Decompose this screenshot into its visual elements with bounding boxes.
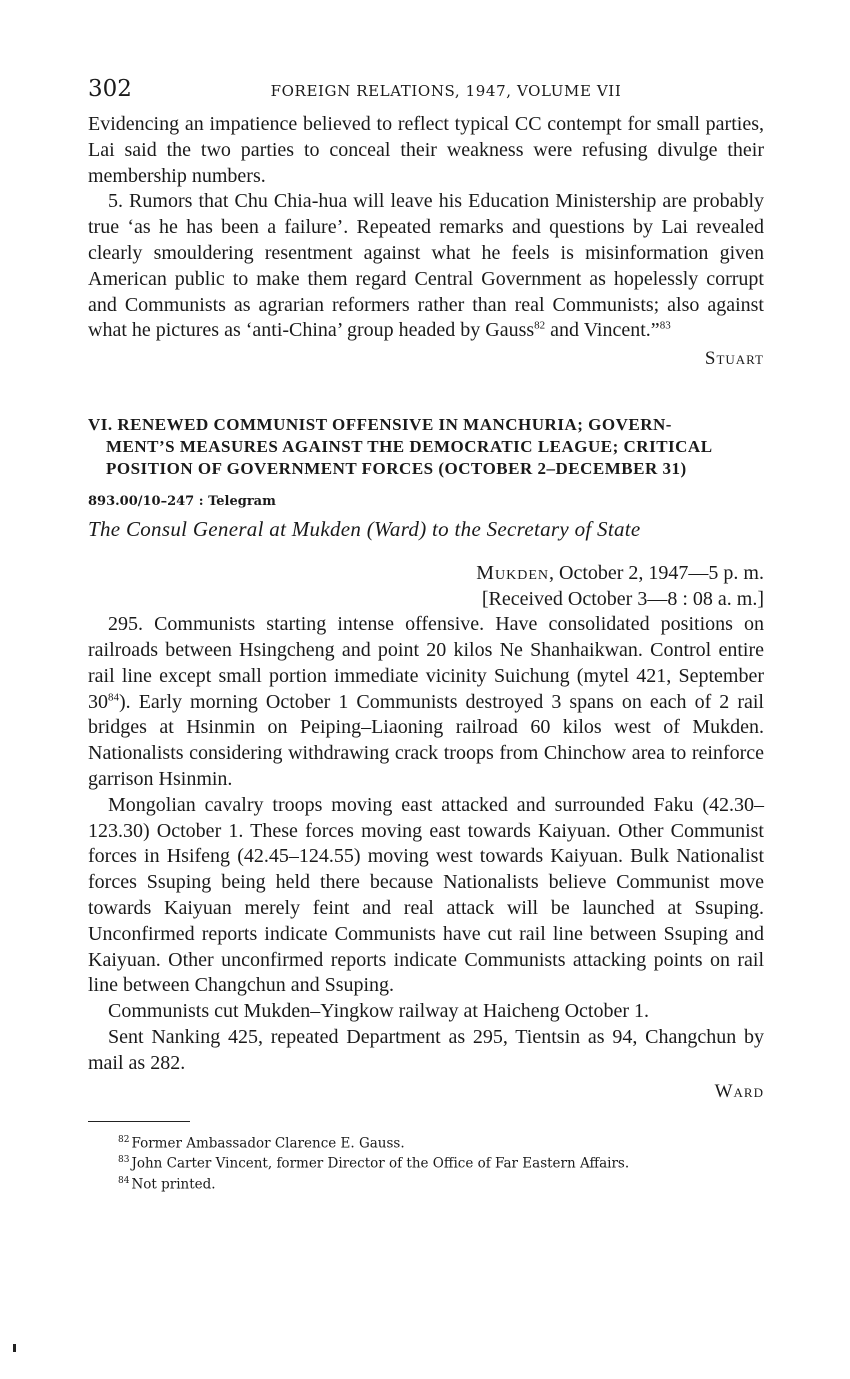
footnote-82: [88, 1132, 764, 1153]
footnote-ref-84[interactable]: 84: [108, 690, 119, 703]
footnotes: [88, 1132, 764, 1194]
running-head: FOREIGN RELATIONS, 1947, VOLUME VII: [270, 82, 622, 100]
scan-mark: [13, 1344, 16, 1352]
section-heading-line-3: POSITION OF GOVERNMENT FORCES (OCTOBER 2–DECEMBER 31): [106, 459, 687, 479]
dateline: [88, 560, 764, 612]
footnote-divider: [88, 1121, 190, 1122]
dateline-received: [Received October 3—8 : 08 a. m.]: [481, 588, 764, 611]
page: [88, 72, 764, 1193]
footnote-83: [88, 1152, 764, 1173]
footnote-ref-82[interactable]: 82: [534, 319, 546, 332]
paragraph-sent: Sent Nanking 425, repeated Department as 295, Tientsin as 94, Changchun by mail as 282.: [88, 1025, 764, 1074]
footnote-mark: 83: [118, 1155, 130, 1166]
page-number: 302: [88, 76, 132, 102]
section-heading: [88, 414, 764, 480]
footnote-text: John Carter Vincent, former Director of the Office of Far Eastern Affairs.: [131, 1155, 630, 1172]
dateline-sent: [88, 560, 764, 586]
signature-ward: Ward: [714, 1080, 764, 1102]
paragraph-295-text: 295. Communists starting intense offensive. Have consolidated positions on railroads between Hsingcheng and point 20 kilos Ne Shanhaikwan. Control entire rail line except small portion immediate vicinity Suichung (mytel 421, September 30: [88, 613, 764, 713]
footnote-text: Former Ambassador Clarence E. Gauss.: [131, 1135, 405, 1152]
paragraph-295: [88, 612, 764, 793]
section-heading-line-1: VI. RENEWED COMMUNIST OFFENSIVE IN MANCHURIA; GOVERN-: [88, 415, 672, 435]
paragraph-295-text-end: ). Early morning October 1 Communists destroyed 3 spans on each of 2 rail bridges at Hsinmin on Peiping–Liaoning railroad 60 kilos west of Mukden. Nationalists considering withdrawing crack troops from Chinchow area to reinforce garrison Hsinmin.: [88, 690, 764, 790]
page-header: [88, 72, 764, 112]
document-title: The Consul General at Mukden (Ward) to the Secretary of State: [88, 517, 641, 542]
file-number: 893.00/10–247 : Telegram: [88, 494, 276, 510]
footnote-ref-83[interactable]: 83: [659, 319, 671, 332]
signature-stuart: Stuart: [704, 348, 764, 370]
footnote-mark: 82: [118, 1134, 130, 1145]
paragraph-mongolian: Mongolian cavalry troops moving east attacked and surrounded Faku (42.30–123.30) October 1. These forces moving east towards Kaiyuan. Other Communist forces in Hsifeng (42.45–124.55) moving west towards Kaiyuan. Bulk Nationalist forces Ssuping being held there because Nationalists believe Communist move towards Kaiyuan merely feint and real attack will be launched at Ssuping. Unconfirmed reports indicate Communists have cut rail line between Ssuping and Kaiyuan. Other unconfirmed reports indicate Communists attacking points on rail line between Changchun and Ssuping.: [88, 793, 764, 997]
footnote-84: [88, 1173, 764, 1194]
section-heading-line-2: MENT’S MEASURES AGAINST THE DEMOCRATIC LEAGUE; CRITICAL: [106, 437, 713, 457]
footnote-mark: 84: [118, 1175, 130, 1186]
dateline-place: Mukden: [476, 562, 550, 585]
dateline-date: , October 2, 1947—5 p. m.: [549, 562, 764, 585]
paragraph-5-text: 5. Rumors that Chu Chia-hua will leave his Education Ministership are probably true ‘as he has been a failure’. Repeated remarks and questions by Lai revealed clearly smouldering resentment against what he feels is misinformation given American public to make them regard Central Government as hopelessly corrupt and Communists as agrarian reformers rather than real Communists; also against what he pictures as ‘anti-China’ group headed by Gauss: [88, 190, 764, 342]
paragraph-5-text-end: and Vincent.”: [545, 319, 660, 342]
paragraph-5: [88, 189, 764, 344]
continued-paragraph: Evidencing an impatience believed to reflect typical CC contempt for small parties, Lai said the two parties to conceal their weakness were refusing divulge their membership numbers.: [88, 113, 764, 187]
footnote-text: Not printed.: [131, 1176, 216, 1193]
paragraph-railway-cut: Communists cut Mukden–Yingkow railway at Haicheng October 1.: [108, 1000, 650, 1023]
